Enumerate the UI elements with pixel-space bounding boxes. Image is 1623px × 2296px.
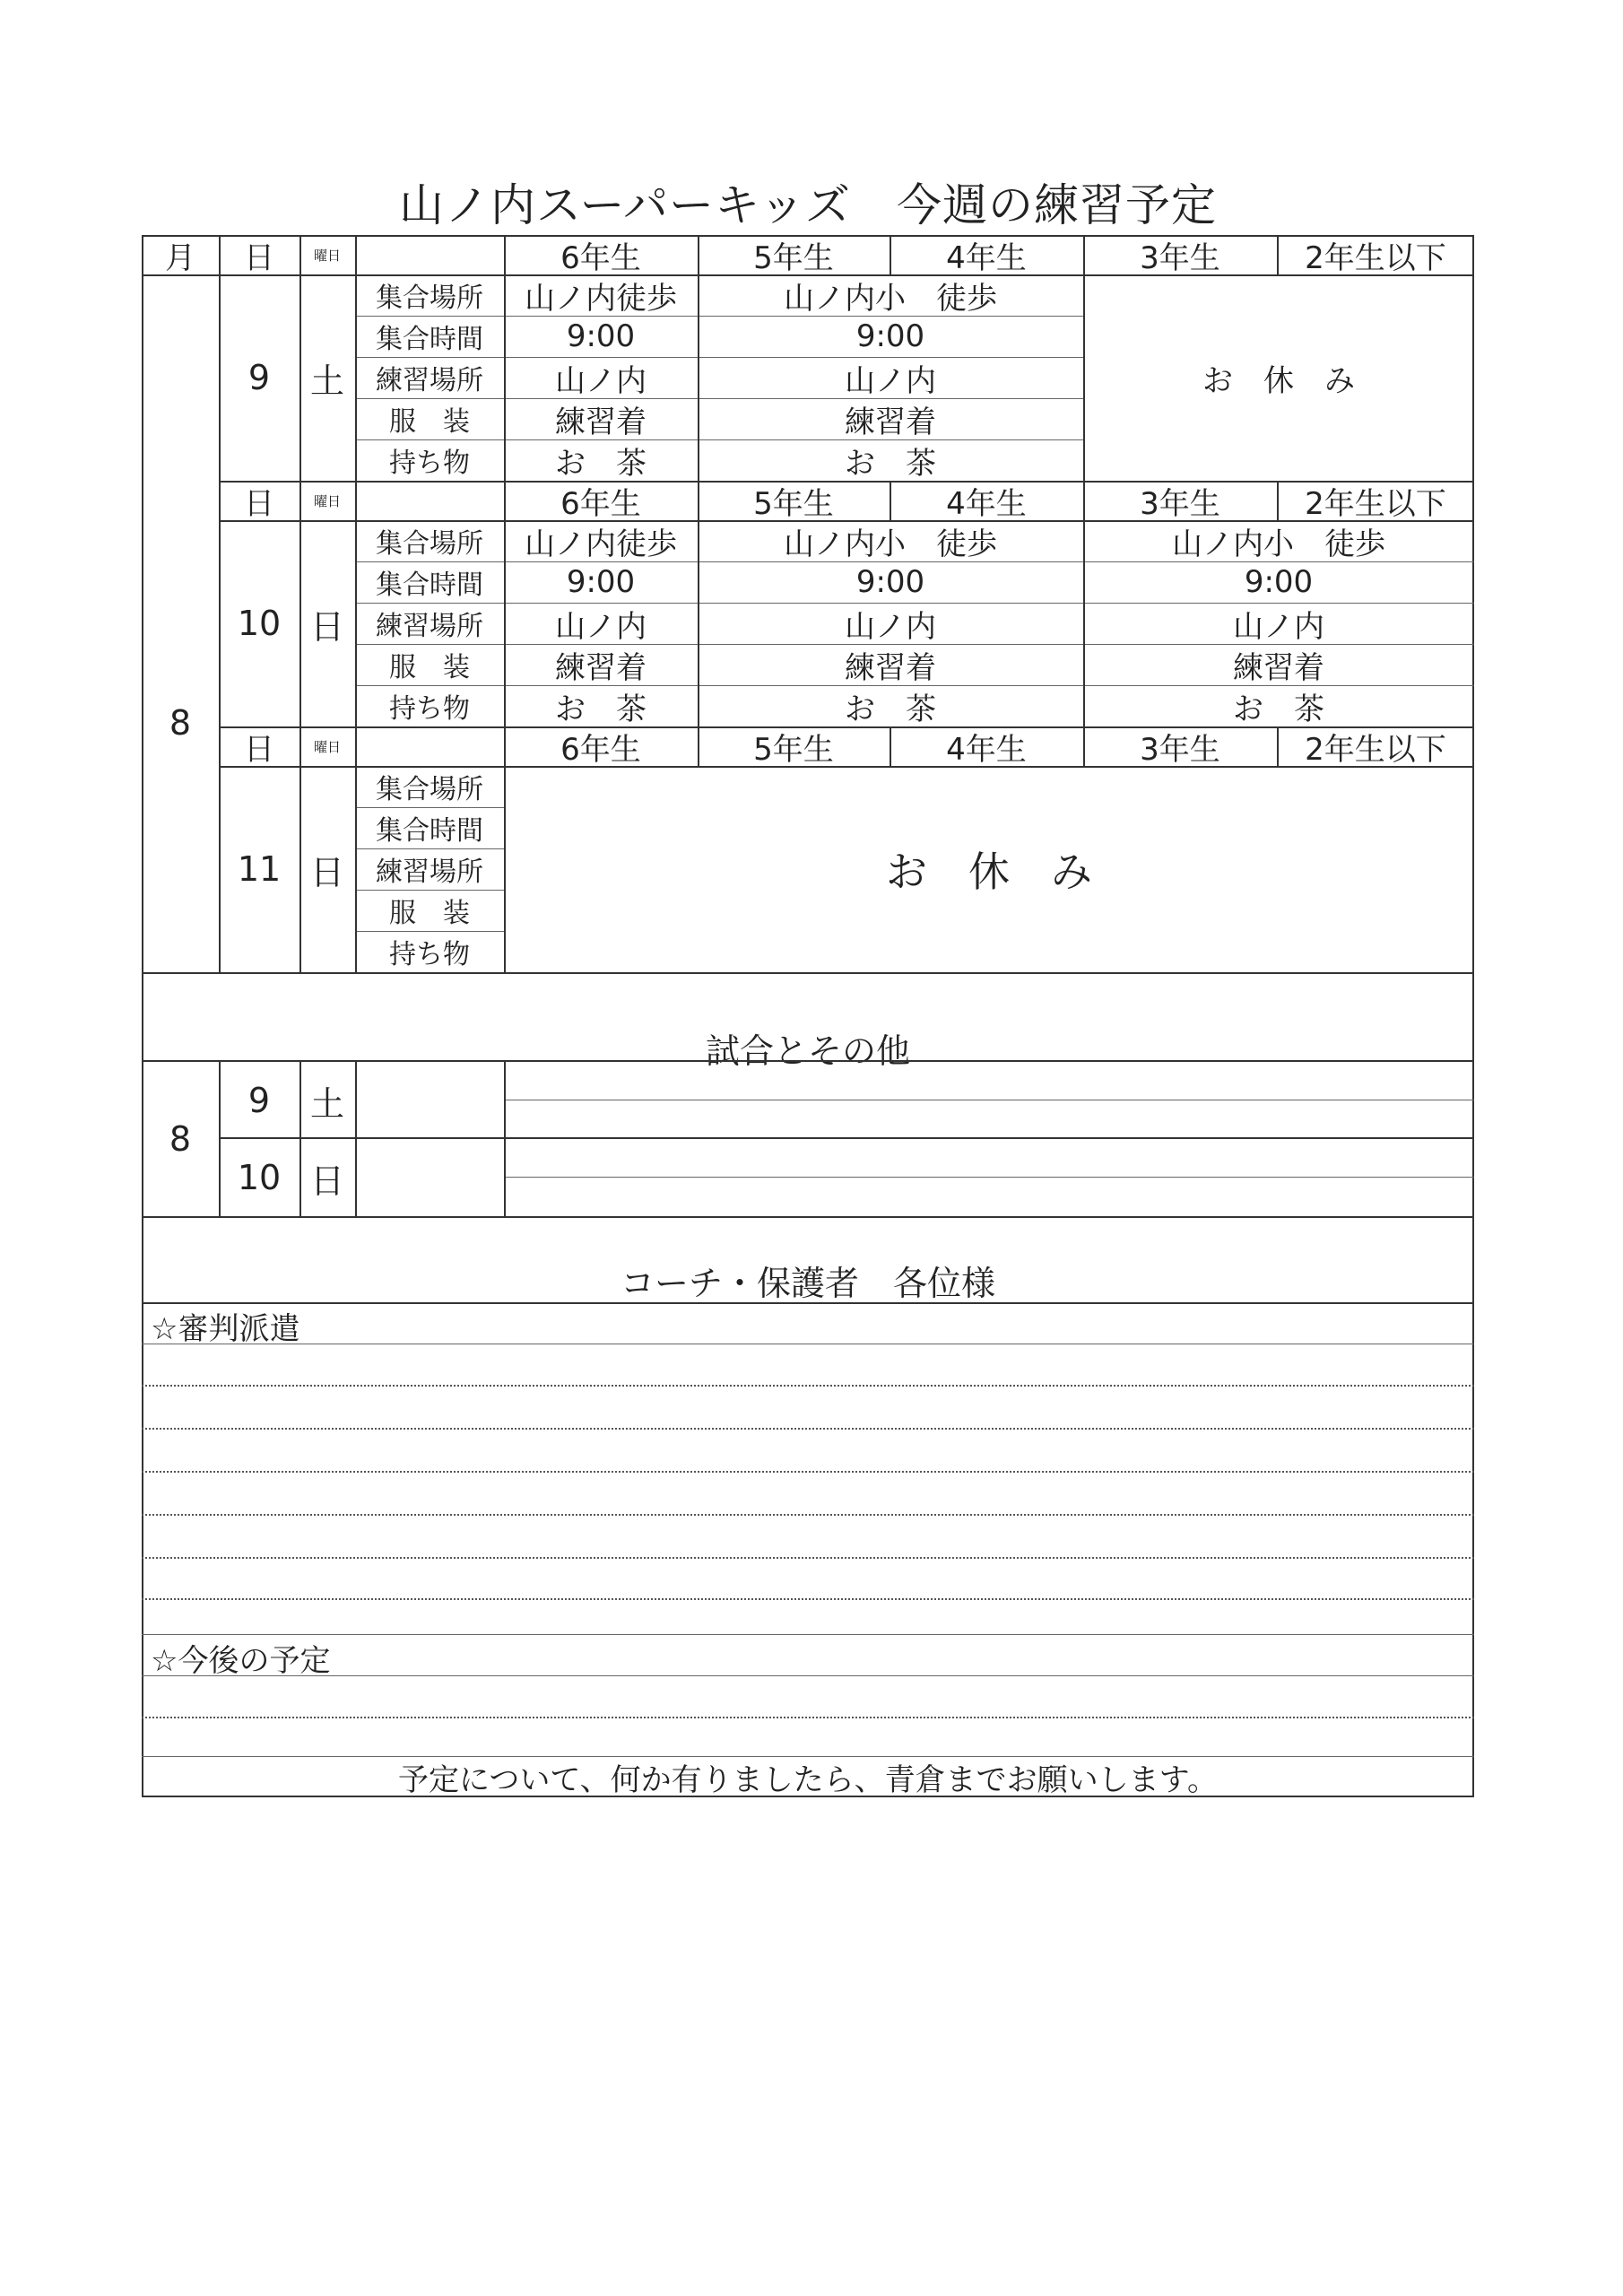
day2-g6-clothes: 練習着 [555,649,647,686]
rule [355,439,1083,440]
grade-2-below: 2年生以下 [1305,239,1446,276]
notice-title: コーチ・保護者 各位様 [620,1263,995,1303]
rule [890,235,891,274]
day2-g3-place: 山ノ内小 徒歩 [1172,526,1385,562]
dotted-rule [142,1514,1474,1516]
rule [355,561,1474,562]
header-day: 日 [244,239,274,276]
day3-label-items: 持ち物 [389,939,470,970]
rule [219,1060,221,1216]
day1-label-time: 集合時間 [376,324,483,355]
schedule-sheet [142,235,1474,1797]
rule [142,1216,1474,1218]
day1-g45-practice: 山ノ内 [845,362,936,399]
header3-grade-4: 4年生 [946,731,1027,768]
month-value: 8 [169,703,192,743]
header2-grade-2-below: 2年生以下 [1305,485,1446,522]
rule [1277,481,1279,520]
header2-grade-6: 6年生 [560,485,641,522]
dotted-rule [142,1598,1474,1600]
rule [142,1756,1474,1757]
day3-date: 11 [237,849,282,889]
games-row2-date: 10 [237,1158,282,1197]
rule [219,481,1474,483]
day2-g3-practice: 山ノ内 [1233,608,1324,645]
header2-grade-3: 3年生 [1140,485,1220,522]
grade-5: 5年生 [753,239,834,276]
rule [355,1060,357,1216]
rule [1277,726,1279,766]
rule [355,603,1474,604]
rule [1277,235,1279,274]
rule [504,1060,506,1216]
day2-g45-place: 山ノ内小 徒歩 [784,526,997,562]
header-weekday: 曜日 [313,247,341,264]
header3-day: 日 [244,731,274,768]
header2-grade-4: 4年生 [946,485,1027,522]
header2-grade-5: 5年生 [753,485,834,522]
rule [142,1675,1474,1676]
rule [890,726,891,766]
day1-label-place: 集合場所 [376,283,483,314]
rule [698,235,699,274]
header-month: 月 [165,239,195,276]
rule [219,235,221,972]
day2-label-clothes: 服 装 [389,652,470,683]
day2-g45-time: 9:00 [855,564,925,600]
day3-rest: お 休 み [886,848,1092,896]
day1-label-practice: 練習場所 [376,365,483,396]
rule [219,726,1474,728]
rule [219,1137,1474,1139]
day1-g6-items: お 茶 [555,445,647,482]
day2-g3-clothes: 練習着 [1233,649,1324,686]
rule [504,1177,1474,1178]
games-row1-weekday: 土 [309,1083,344,1124]
page-title: 山ノ内スーパーキッズ 今週の練習予定 [399,179,1217,231]
header3-grade-6: 6年生 [560,731,641,768]
day1-g45-time: 9:00 [855,318,925,354]
day1-g6-time: 9:00 [566,318,636,354]
day2-g45-items: お 茶 [845,691,936,727]
day2-g45-practice: 山ノ内 [845,608,936,645]
day2-g6-place: 山ノ内徒歩 [525,526,677,562]
games-title: 試合とその他 [705,1031,910,1071]
day2-weekday: 日 [309,606,344,647]
games-month: 8 [169,1119,192,1159]
day1-g45-items: お 茶 [845,445,936,482]
day1-label-clothes: 服 装 [389,406,470,438]
rule [142,1634,1474,1635]
rule [142,972,1474,974]
dotted-rule [142,1385,1474,1387]
day2-label-items: 持ち物 [389,693,470,725]
day3-weekday: 日 [309,852,344,892]
grade-6: 6年生 [560,239,641,276]
dotted-rule [142,1717,1474,1718]
day1-g45-place: 山ノ内小 徒歩 [784,280,997,317]
rule [355,235,357,972]
day2-date: 10 [237,604,282,643]
day1-label-items: 持ち物 [389,448,470,479]
footer-note: 予定について、何か有りましたら、青倉までお願いします。 [398,1761,1218,1798]
schedule-label: ☆今後の予定 [151,1643,331,1679]
rule [142,1060,1474,1062]
rule [219,520,1474,522]
day1-g3-rest: お 休 み [1202,362,1355,399]
header3-grade-5: 5年生 [753,731,834,768]
rule [219,766,1474,768]
rule [355,357,1083,358]
rule [504,235,506,972]
rule [1083,235,1085,766]
rule [355,644,1474,645]
rule [698,726,699,766]
rule [355,890,504,891]
rule [355,807,504,808]
day2-g6-time: 9:00 [566,564,636,600]
day3-label-time: 集合時間 [376,815,483,847]
rule [355,685,1474,686]
day2-g6-items: お 茶 [555,691,647,727]
rule [142,274,1474,276]
dotted-rule [142,1471,1474,1473]
day1-weekday: 土 [309,361,344,401]
rule [355,316,1083,317]
dotted-rule [142,1428,1474,1430]
header2-day: 日 [244,485,274,522]
rule [698,274,699,481]
rule [698,520,699,726]
rule [299,1060,301,1216]
day2-g45-clothes: 練習着 [845,649,936,686]
day2-g3-items: お 茶 [1233,691,1324,727]
rule [355,848,504,849]
day3-label-place: 集合場所 [376,774,483,805]
day2-label-practice: 練習場所 [376,611,483,642]
referee-label: ☆審判派遣 [151,1311,300,1347]
dotted-rule [142,1557,1474,1559]
rule [698,481,699,520]
rule [142,1302,1474,1304]
rule [299,235,301,972]
day2-label-time: 集合時間 [376,570,483,601]
day1-g6-clothes: 練習着 [555,404,647,440]
day1-g6-practice: 山ノ内 [555,362,647,399]
grade-3: 3年生 [1140,239,1220,276]
header2-weekday: 曜日 [313,492,341,509]
rule [355,398,1083,399]
games-row1-date: 9 [247,1081,271,1120]
day3-label-practice: 練習場所 [376,857,483,888]
header3-weekday: 曜日 [313,738,341,755]
rule [890,481,891,520]
day1-g45-clothes: 練習着 [845,404,936,440]
day2-g3-time: 9:00 [1244,564,1314,600]
header3-grade-2-below: 2年生以下 [1305,731,1446,768]
grade-4: 4年生 [946,239,1027,276]
games-row2-weekday: 日 [309,1161,344,1201]
day1-date: 9 [247,358,271,397]
day2-label-place: 集合場所 [376,528,483,560]
day1-g6-place: 山ノ内徒歩 [525,280,677,317]
rule [355,931,504,932]
day2-g6-practice: 山ノ内 [555,608,647,645]
header3-grade-3: 3年生 [1140,731,1220,768]
day3-label-clothes: 服 装 [389,898,470,929]
